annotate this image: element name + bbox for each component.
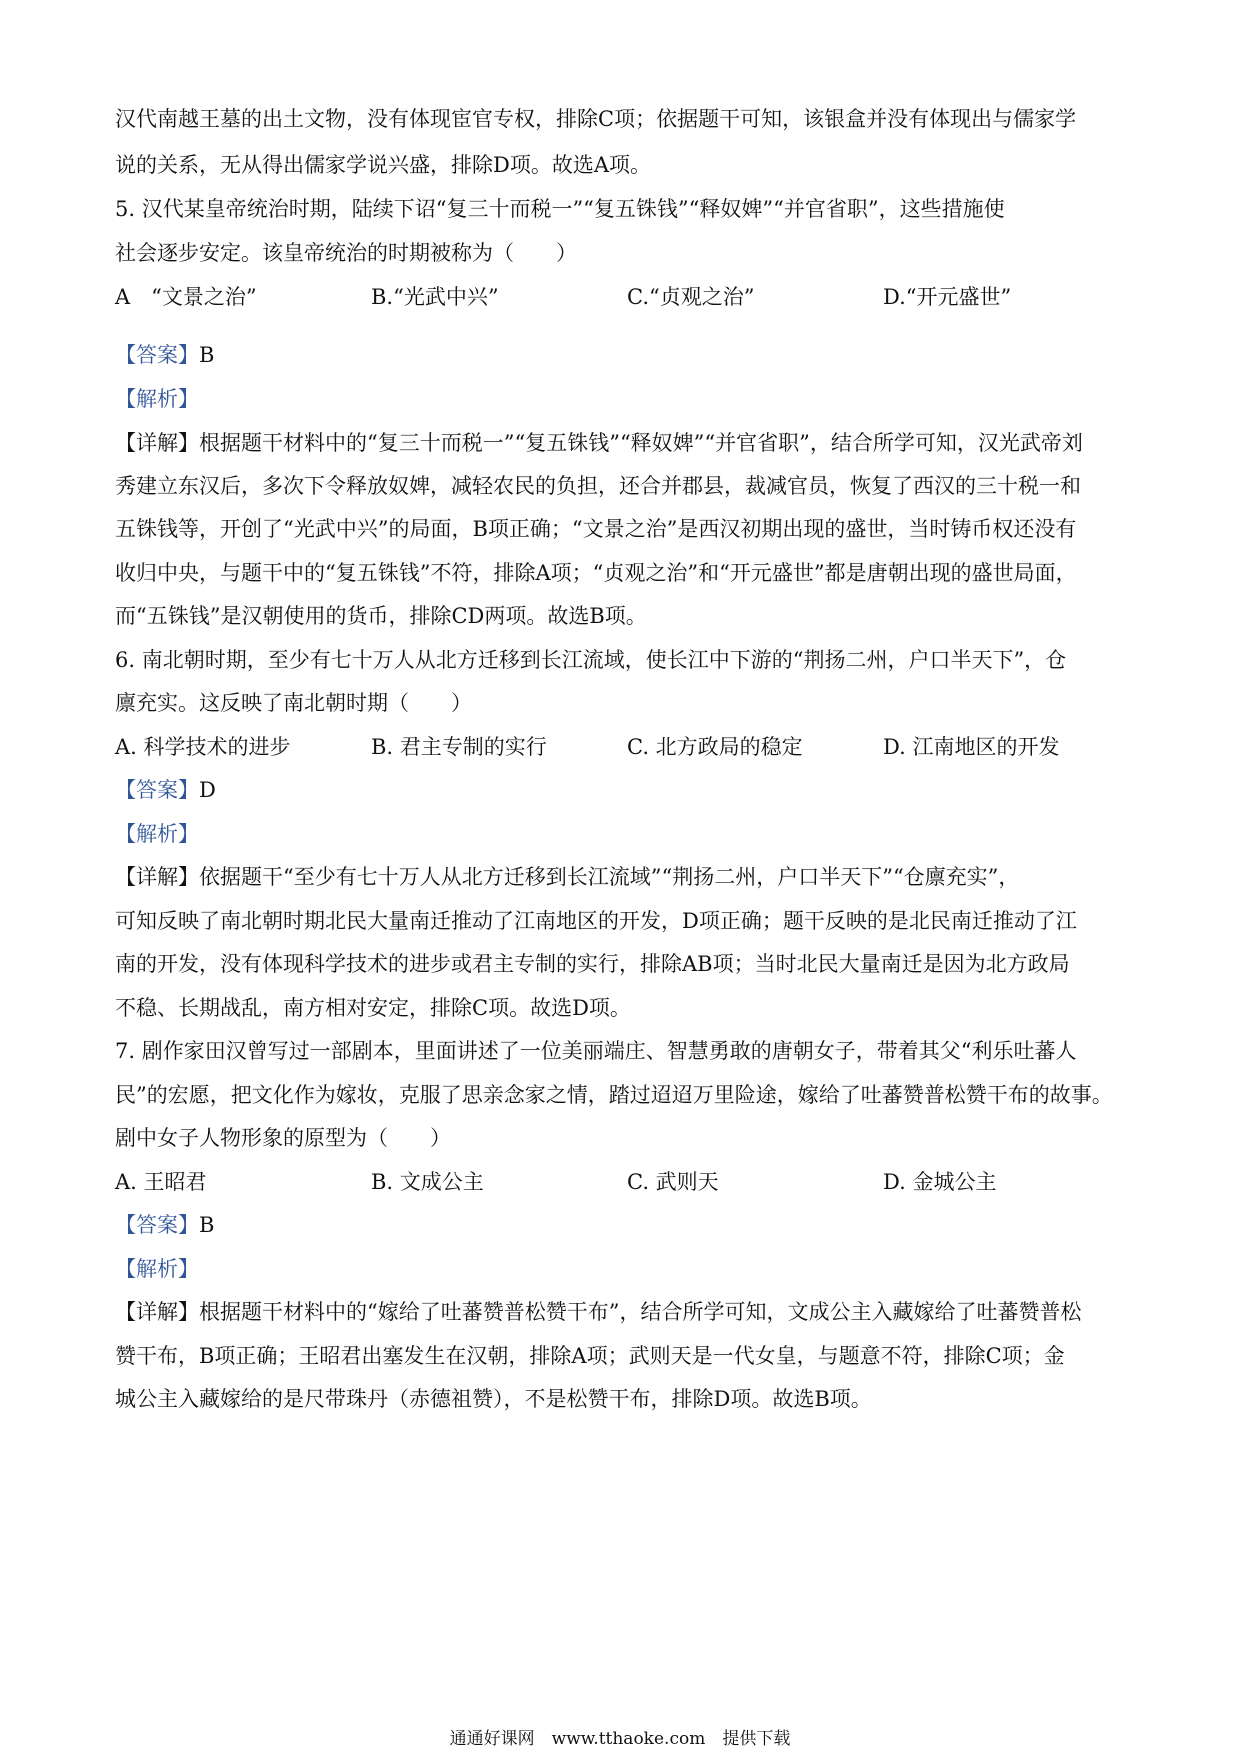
q7-option-a: A. 王昭君 (115, 1170, 207, 1194)
q5-option-a: A “文景之治” (115, 285, 257, 309)
q5-stem-line-1: 5. 汉代某皇帝统治时期，陆续下诏“复三十而税一”“复五铢钱”“释奴婢”“并官省职”，这些措施使 (115, 197, 1005, 221)
analysis-tag: 【解析】 (115, 1257, 199, 1281)
q6-detail-text-1: 依据题干“至少有七十万人从北方迁移到长江流域”“荆扬二州，户口半天下”“仓廪充实”， (199, 865, 1020, 889)
answer-tag: 【答案】 (115, 1213, 199, 1237)
analysis-tag: 【解析】 (115, 387, 199, 411)
q7-stem-line-3: 剧中女子人物形象的原型为（ ） (115, 1126, 451, 1150)
q7-option-b: B. 文成公主 (371, 1170, 484, 1194)
analysis-tag: 【解析】 (115, 822, 199, 846)
q6-analysis (115, 819, 199, 849)
q6-detail-line-3: 南的开发，没有体现科学技术的进步或君主专制的实行，排除AB项；当时北民大量南迁是因为北方政局 (115, 952, 1070, 976)
q7-detail-line-1 (115, 1297, 1081, 1327)
answer-tag: 【答案】 (115, 343, 199, 367)
q6-option-c: C. 北方政局的稳定 (627, 735, 803, 759)
q6-detail-line-4: 不稳、长期战乱，南方相对安定，排除C项。故选D项。 (115, 996, 631, 1020)
q7-detail-text-1: 根据题干材料中的“嫁给了吐蕃赞普松赞干布”，结合所学可知，文成公主入藏嫁给了吐蕃赞普松 (199, 1300, 1082, 1324)
q6-stem-line-1: 6. 南北朝时期，至少有七十万人从北方迁移到长江流域，使长江中下游的“荆扬二州，户口半天下”，仓 (115, 648, 1067, 672)
detail-tag: 【详解】 (115, 431, 199, 455)
q5-analysis (115, 384, 199, 414)
q7-stem-line-2: 民”的宏愿，把文化作为嫁妆，克服了思亲念家之情，踏过迢迢万里险途，嫁给了吐蕃赞普松赞干布的故事。 (115, 1083, 1113, 1107)
footer-source-text: 通通好课网 www.tthaoke.com 提供下载 (449, 1729, 791, 1749)
q7-detail-line-3: 城公主入藏嫁给的是尺带珠丹（赤德祖赞），不是松赞干布，排除D项。故选B项。 (115, 1387, 872, 1411)
q6-detail-line-2: 可知反映了南北朝时期北民大量南迁推动了江南地区的开发，D项正确；题干反映的是北民南迁推动了江 (115, 909, 1077, 933)
intro-line-2: 说的关系，无从得出儒家学说兴盛，排除D项。故选A项。 (115, 153, 652, 177)
q6-option-a: A. 科学技术的进步 (115, 735, 291, 759)
q5-answer-value: B (199, 343, 215, 367)
q5-option-c: C.“贞观之治” (627, 285, 755, 309)
q5-detail-line-1 (115, 428, 1083, 458)
q7-answer (115, 1210, 214, 1240)
detail-tag: 【详解】 (115, 1300, 199, 1324)
q5-detail-line-2: 秀建立东汉后，多次下令释放奴婢，减轻农民的负担，还合并郡县，裁减官员，恢复了西汉的三十税一和 (115, 474, 1081, 498)
q7-detail-line-2: 赞干布，B项正确；王昭君出塞发生在汉朝，排除A项；武则天是一代女皇，与题意不符，排除C项；金 (115, 1344, 1065, 1368)
q6-stem-line-2: 廪充实。这反映了南北朝时期（ ） (115, 691, 472, 715)
q5-answer (115, 340, 214, 370)
q7-analysis (115, 1254, 199, 1284)
q6-answer-value: D (199, 778, 216, 802)
q7-option-c: C. 武则天 (627, 1170, 719, 1194)
intro-line-1: 汉代南越王墓的出土文物，没有体现宦官专权，排除C项；依据题干可知，该银盒并没有体现出与儒家学 (115, 107, 1077, 131)
q6-detail-line-1 (115, 862, 1019, 892)
q5-detail-text-1: 根据题干材料中的“复三十而税一”“复五铢钱”“释奴婢”“并官省职”，结合所学可知，汉光武帝刘 (199, 431, 1083, 455)
q5-stem-line-2: 社会逐步安定。该皇帝统治的时期被称为（ ） (115, 241, 577, 265)
q6-option-b: B. 君主专制的实行 (371, 735, 547, 759)
detail-tag: 【详解】 (115, 865, 199, 889)
q5-detail-line-4: 收归中央，与题干中的“复五铢钱”不符，排除A项；“贞观之治”和“开元盛世”都是唐朝出现的盛世局面， (115, 561, 1077, 585)
q5-option-d: D.“开元盛世” (883, 285, 1012, 309)
q6-answer (115, 775, 216, 805)
q6-option-d: D. 江南地区的开发 (883, 735, 1060, 759)
q7-answer-value: B (199, 1213, 215, 1237)
q5-option-b: B.“光武中兴” (371, 285, 499, 309)
q5-detail-line-5: 而“五铢钱”是汉朝使用的货币，排除CD两项。故选B项。 (115, 604, 647, 628)
answer-tag: 【答案】 (115, 778, 199, 802)
q5-detail-line-3: 五铢钱等，开创了“光武中兴”的局面，B项正确；“文景之治”是西汉初期出现的盛世，当时铸币权还没有 (115, 517, 1077, 541)
q7-stem-line-1: 7. 剧作家田汉曾写过一部剧本，里面讲述了一位美丽端庄、智慧勇敢的唐朝女子，带着其父“利乐吐蕃人 (115, 1039, 1077, 1063)
q7-option-d: D. 金城公主 (883, 1170, 997, 1194)
